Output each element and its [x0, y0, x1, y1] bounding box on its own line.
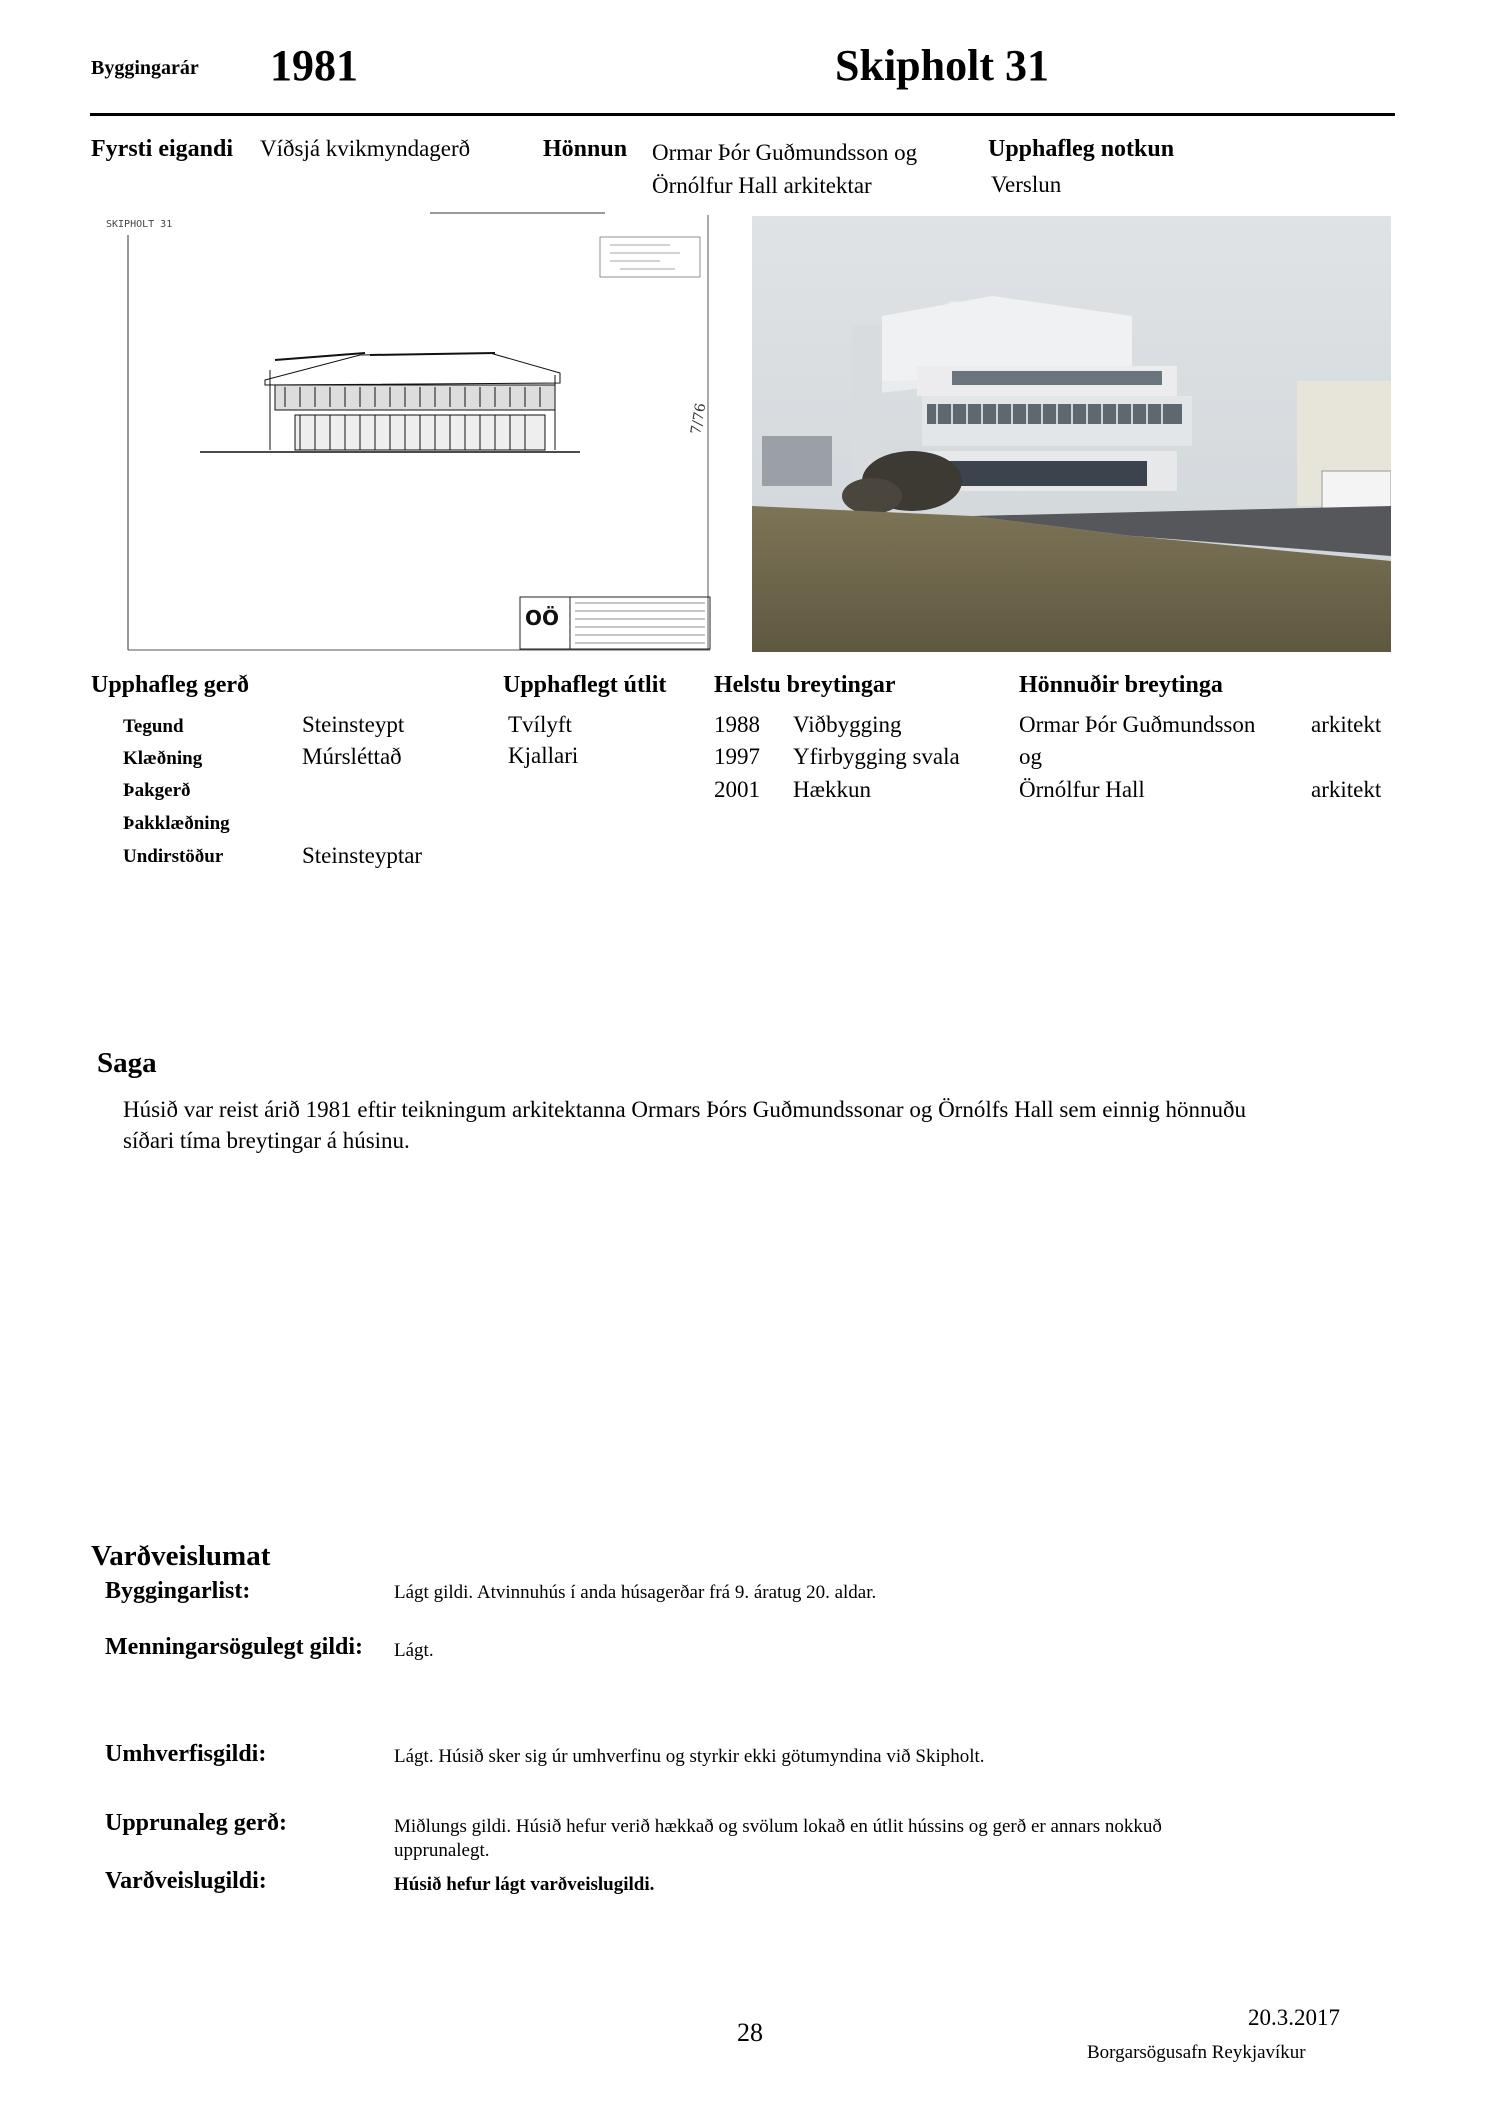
footer-date: 20.3.2017: [1248, 2005, 1340, 2030]
original-value-klaedning: Múrsléttað: [302, 744, 402, 769]
owner-label: Fyrsti eigandi: [91, 136, 233, 162]
change-year-3: 2001: [714, 777, 760, 802]
owner-value: Víðsjá kvikmyndagerð: [260, 136, 471, 161]
change-designers-heading: Hönnuðir breytinga: [1019, 672, 1223, 698]
change-text-1: Viðbygging: [793, 712, 902, 737]
page-number: 28: [737, 2018, 763, 2047]
appearance-item-1: Tvílyft: [508, 712, 572, 737]
use-value: Verslun: [991, 172, 1062, 197]
assessment-value-original-form-1: Miðlungs gildi. Húsið hefur verið hækkað og svölum lokað en útlit hússins og gerð er annars nokkuð: [394, 1816, 1162, 1837]
original-label-tegund: Tegund: [123, 716, 184, 737]
original-heading: Upphafleg gerð: [91, 672, 249, 698]
assessment-label-original-form: Upprunaleg gerð:: [105, 1810, 287, 1836]
assessment-value-original-form-2: upprunalegt.: [394, 1840, 490, 1861]
design-line-2: Örnólfur Hall arkitektar: [652, 173, 872, 198]
design-line-1: Ormar Þór Guðmundsson og: [652, 140, 918, 165]
change-designer-joiner: og: [1019, 744, 1042, 769]
saga-line-2: síðari tíma breytingar á húsinu.: [123, 1128, 410, 1153]
changes-heading: Helstu breytingar: [714, 672, 896, 698]
original-label-thakklaedning: Þakklæðning: [123, 813, 230, 834]
drawing-side-note: 7/76: [688, 401, 710, 436]
year-label: Byggingarár: [91, 57, 199, 79]
change-text-3: Hækkun: [793, 777, 871, 802]
assessment-label-architecture: Byggingarlist:: [105, 1578, 251, 1604]
assessment-value-environment: Lágt. Húsið sker sig úr umhverfinu og styrkir ekki götumyndina við Skipholt.: [394, 1746, 985, 1767]
appearance-heading: Upphaflegt útlit: [503, 672, 667, 698]
original-value-undirstodur: Steinsteyptar: [302, 843, 423, 868]
assessment-value-preservation: Húsið hefur lágt varðveislugildi.: [394, 1874, 655, 1895]
assessment-heading: Varðveislumat: [91, 1540, 271, 1572]
assessment-value-cultural: Lágt.: [394, 1640, 434, 1661]
page-title: Skipholt 31: [835, 41, 1049, 90]
saga-heading: Saga: [97, 1047, 157, 1079]
architect-logo: OÖ: [525, 606, 560, 630]
building-photo: [752, 216, 1391, 652]
header-rule: [90, 113, 1395, 116]
change-year-1: 1988: [714, 712, 760, 737]
assessment-label-cultural: Menningarsögulegt gildi:: [105, 1634, 364, 1660]
assessment-label-environment: Umhverfisgildi:: [105, 1741, 267, 1767]
use-label: Upphafleg notkun: [988, 136, 1175, 162]
drawing-stamp: SKIPHOLT 31: [106, 219, 173, 230]
assessment-value-architecture: Lágt gildi. Atvinnuhús í anda húsagerðar frá 9. áratug 20. aldar.: [394, 1582, 877, 1603]
change-designer-2-role: arkitekt: [1311, 777, 1382, 802]
architectural-drawing: [100, 205, 715, 660]
drawing-svg: [100, 205, 715, 660]
design-label: Hönnun: [543, 136, 628, 162]
original-label-undirstodur: Undirstöður: [123, 846, 224, 867]
original-label-thakgerd: Þakgerð: [123, 780, 191, 801]
assessment-label-preservation: Varðveislugildi:: [105, 1868, 267, 1894]
change-designer-2-name: Örnólfur Hall: [1019, 777, 1145, 802]
saga-line-1: Húsið var reist árið 1981 eftir teikningum arkitektanna Ormars Þórs Guðmundssonar og Örnólfs Hall sem einnig hönnuðu: [123, 1097, 1246, 1122]
original-label-klaedning: Klæðning: [123, 748, 203, 769]
change-designer-1-name: Ormar Þór Guðmundsson: [1019, 712, 1256, 737]
photo-svg: [752, 216, 1391, 652]
appearance-item-2: Kjallari: [508, 743, 579, 768]
change-designer-1-role: arkitekt: [1311, 712, 1382, 737]
footer-publisher: Borgarsögusafn Reykjavíkur: [1087, 2042, 1306, 2063]
year-value: 1981: [270, 41, 358, 90]
change-year-2: 1997: [714, 744, 760, 769]
change-text-2: Yfirbygging svala: [793, 744, 960, 769]
original-value-tegund: Steinsteypt: [302, 712, 405, 737]
